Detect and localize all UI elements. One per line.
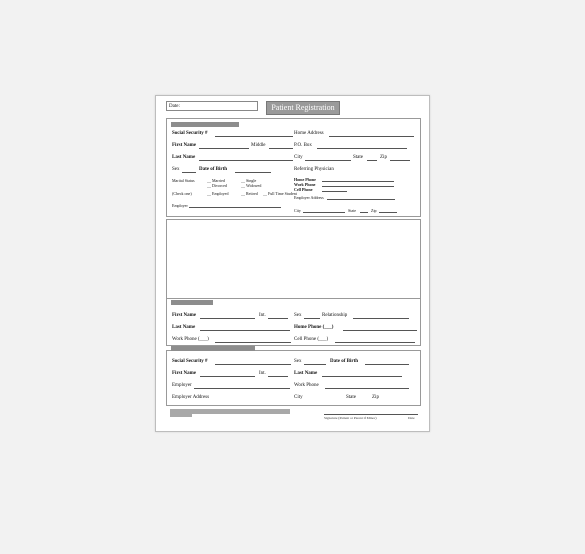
patient-info-section bbox=[166, 118, 421, 217]
zip2-label: Zip bbox=[371, 208, 377, 213]
cell-phone-input[interactable] bbox=[322, 191, 347, 192]
date-label: Date: bbox=[169, 104, 180, 109]
emergency-int-label: Int. bbox=[259, 313, 266, 318]
home-phone-input[interactable] bbox=[322, 181, 394, 182]
insured-dob-label: Date of Birth bbox=[330, 359, 359, 364]
emergency-first-name-label: First Name bbox=[172, 313, 197, 318]
state2-label: State bbox=[348, 208, 356, 213]
registration-form-page bbox=[155, 95, 430, 432]
section-header-bar bbox=[171, 346, 255, 351]
emergency-contact-section bbox=[166, 299, 421, 346]
work-phone-label: Work Phone bbox=[294, 182, 316, 187]
emergency-home-phone-label: Home Phone (___) bbox=[294, 325, 334, 330]
city2-label: City bbox=[294, 208, 301, 213]
check-one-label: (Check one) bbox=[172, 191, 192, 196]
insured-first-name-label: First Name bbox=[172, 371, 197, 376]
insured-last-name-input[interactable] bbox=[322, 376, 402, 377]
sex-input[interactable] bbox=[182, 172, 196, 173]
home-phone-label: Home Phone bbox=[294, 177, 316, 182]
authorization-section bbox=[166, 408, 421, 427]
emergency-home-phone-input[interactable] bbox=[343, 330, 417, 331]
first-name-input[interactable] bbox=[199, 148, 249, 149]
last-name-label: Last Name bbox=[172, 155, 196, 160]
insured-sex-input[interactable] bbox=[304, 364, 326, 365]
city-label: City bbox=[294, 155, 303, 160]
home-address-input[interactable] bbox=[329, 136, 414, 137]
sex-label: Sex bbox=[172, 167, 180, 172]
insured-int-input[interactable] bbox=[268, 376, 288, 377]
relationship-label: Relationship bbox=[322, 313, 348, 318]
cell-phone-label: Cell Phone bbox=[294, 187, 313, 192]
work-phone-input[interactable] bbox=[322, 186, 394, 187]
emergency-last-name-label: Last Name bbox=[172, 325, 196, 330]
patient-signature-line[interactable] bbox=[324, 414, 418, 415]
po-box-label: P.O. Box bbox=[294, 143, 312, 148]
section-header-bar bbox=[171, 122, 239, 127]
middle-input[interactable] bbox=[269, 148, 293, 149]
insured-ssn-label: Social Security # bbox=[172, 359, 208, 364]
state2-input[interactable] bbox=[360, 212, 368, 213]
employer-input[interactable] bbox=[189, 207, 281, 208]
assignment-text-highlight bbox=[170, 414, 192, 417]
emergency-sex-input[interactable] bbox=[304, 318, 320, 319]
insured-work-phone-label: Work Phone bbox=[294, 383, 319, 388]
signature-date-label: Date bbox=[408, 416, 415, 420]
employer-label: Employer bbox=[172, 203, 188, 208]
married-option[interactable]: __ Married bbox=[207, 178, 225, 183]
insured-zip-label: Zip bbox=[372, 395, 379, 400]
signature-caption: Signature (Patient or Parent if Minor) bbox=[324, 416, 377, 420]
insured-dob-input[interactable] bbox=[365, 364, 409, 365]
insured-employer-address-label: Employer Address bbox=[172, 395, 210, 400]
insured-state-label: State bbox=[346, 395, 356, 400]
date-field[interactable] bbox=[166, 101, 258, 111]
insured-work-phone-input[interactable] bbox=[325, 388, 409, 389]
dob-label: Date of Birth bbox=[199, 167, 228, 172]
single-option[interactable]: __ Single bbox=[241, 178, 257, 183]
employer-address-label: Employer Address bbox=[294, 195, 324, 200]
ssn-label: Social Security # bbox=[172, 131, 208, 136]
state-label: State bbox=[353, 155, 363, 160]
zip-input[interactable] bbox=[390, 160, 410, 161]
emergency-work-phone-input[interactable] bbox=[215, 342, 291, 343]
insured-sex-label: Sex bbox=[294, 359, 302, 364]
middle-label: Middle bbox=[251, 143, 266, 148]
insured-int-label: Int. bbox=[259, 371, 266, 376]
city2-input[interactable] bbox=[303, 212, 345, 213]
employer-address-input[interactable] bbox=[327, 199, 395, 200]
ssn-input[interactable] bbox=[215, 136, 293, 137]
insured-last-name-label: Last Name bbox=[294, 371, 318, 376]
emergency-first-name-input[interactable] bbox=[200, 318, 255, 319]
insured-ssn-input[interactable] bbox=[215, 364, 291, 365]
insured-employer-input[interactable] bbox=[194, 388, 290, 389]
referring-label: Referring Physician bbox=[294, 167, 334, 172]
student-option[interactable]: __ Full Time Student bbox=[263, 191, 297, 196]
section-header-bar bbox=[171, 300, 213, 305]
employed-option[interactable]: __ Employed bbox=[207, 191, 229, 196]
zip-label: Zip bbox=[380, 155, 387, 160]
city-input[interactable] bbox=[305, 160, 351, 161]
blank-notes-area[interactable] bbox=[166, 219, 421, 299]
marital-label: Marital Status bbox=[172, 178, 195, 183]
emergency-cell-phone-input[interactable] bbox=[335, 342, 415, 343]
form-title: Patient Registration bbox=[266, 101, 340, 115]
insured-city-label: City bbox=[294, 395, 303, 400]
dob-input[interactable] bbox=[235, 172, 271, 173]
insured-employer-label: Employer bbox=[172, 383, 192, 388]
insured-section bbox=[166, 350, 421, 406]
first-name-label: First Name bbox=[172, 143, 197, 148]
emergency-sex-label: Sex bbox=[294, 313, 302, 318]
po-box-input[interactable] bbox=[317, 148, 407, 149]
home-address-label: Home Address bbox=[294, 131, 324, 136]
emergency-int-input[interactable] bbox=[268, 318, 288, 319]
insured-first-name-input[interactable] bbox=[200, 376, 255, 377]
emergency-cell-phone-label: Cell Phone (___) bbox=[294, 337, 329, 342]
emergency-work-phone-label: Work Phone (___) bbox=[172, 337, 209, 342]
widowed-option[interactable]: __ Widowed bbox=[241, 183, 262, 188]
retired-option[interactable]: __ Retired bbox=[241, 191, 258, 196]
state-input[interactable] bbox=[367, 160, 377, 161]
zip2-input[interactable] bbox=[379, 212, 397, 213]
last-name-input[interactable] bbox=[199, 160, 293, 161]
relationship-input[interactable] bbox=[353, 318, 409, 319]
emergency-last-name-input[interactable] bbox=[200, 330, 290, 331]
divorced-option[interactable]: __ Divorced bbox=[207, 183, 227, 188]
